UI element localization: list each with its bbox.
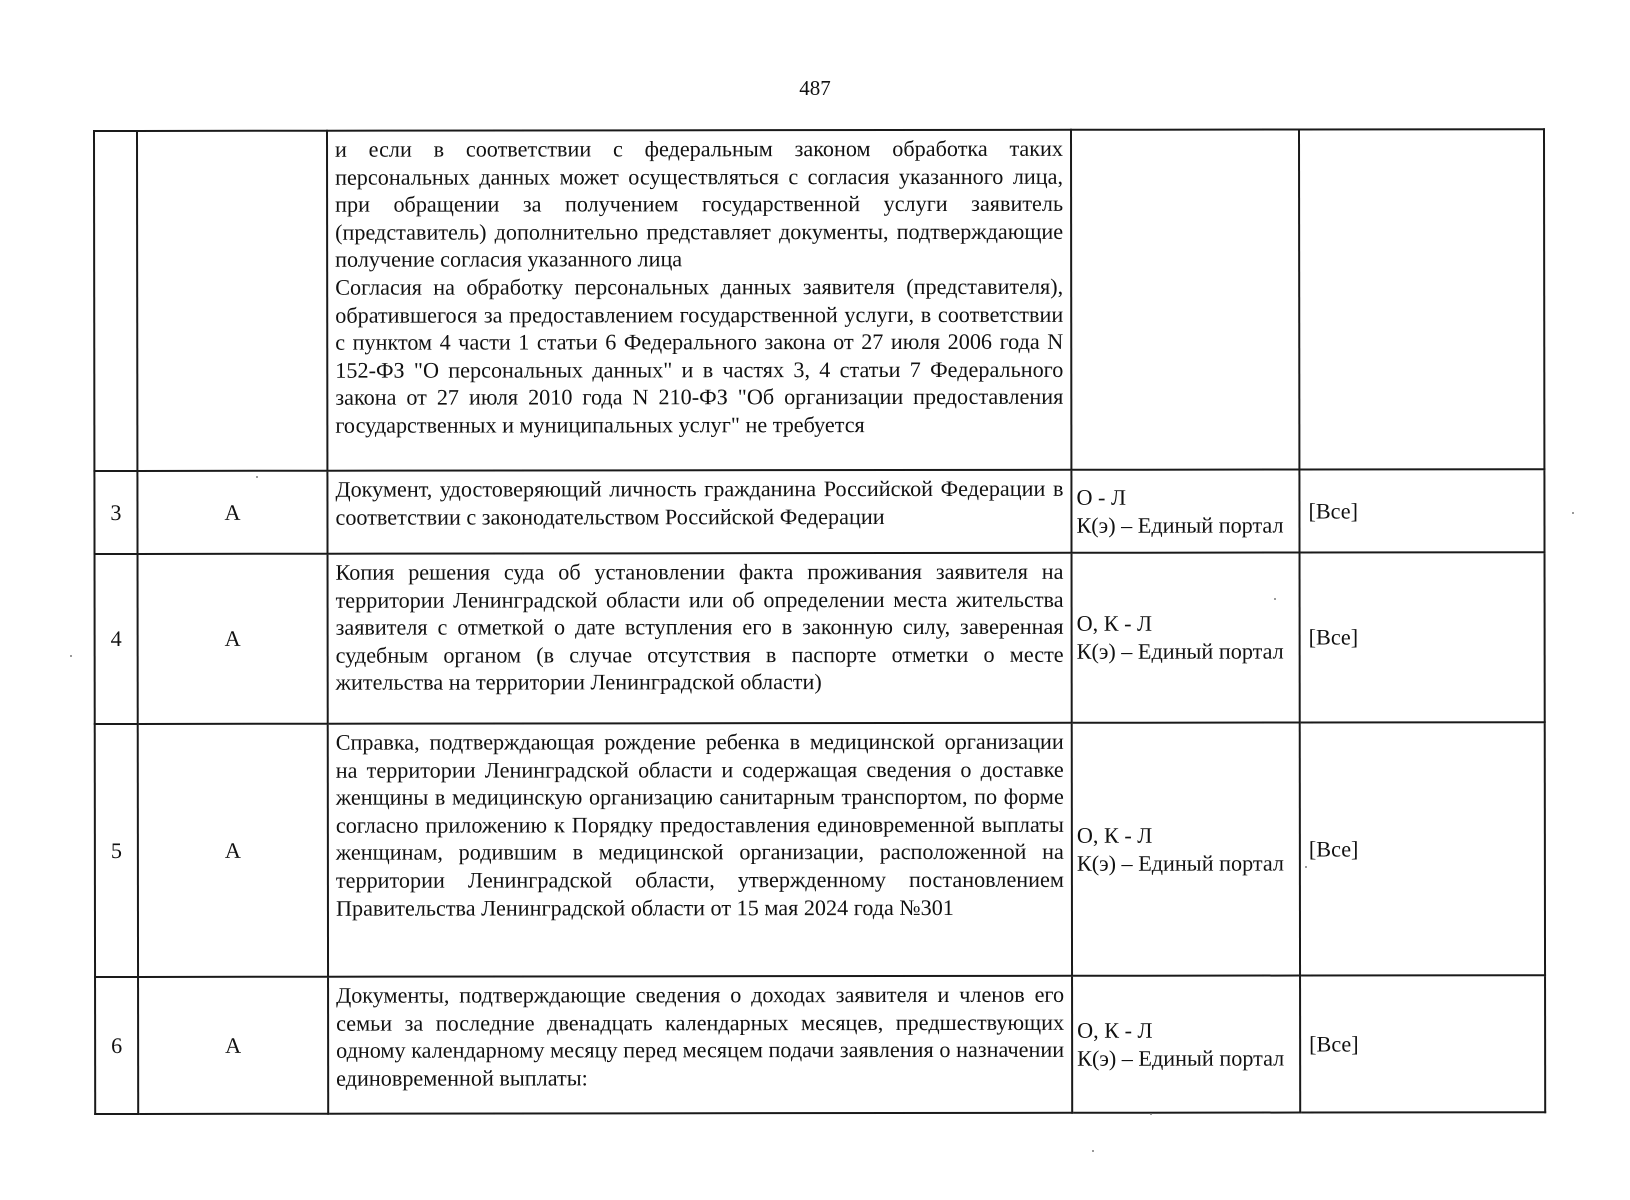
- category-cell: А: [138, 724, 328, 977]
- submission-form-line: К(э) – Единый портал: [1076, 850, 1284, 876]
- category-cell: А: [138, 554, 328, 724]
- scan-speck: [1274, 598, 1276, 600]
- description-paragraph: Документы, подтверждающие сведения о доходах заявителя и членов его семьи за последние двенадцать календарных месяцев, предшествующих одному календарному месяцу перед месяцем подачи заявления о назначении единовременной выплаты:: [336, 981, 1065, 1091]
- applicant-group-cell: [Все]: [1299, 469, 1544, 552]
- scan-speck: [256, 476, 258, 478]
- table-row: [94, 129, 1544, 471]
- submission-form-line: О, К - Л: [1077, 1017, 1153, 1043]
- scan-speck: [1305, 866, 1307, 868]
- table-row: [95, 552, 1545, 724]
- table-row: [95, 975, 1545, 1114]
- scan-speck: [1572, 512, 1574, 514]
- submission-form-line: О - Л: [1076, 484, 1127, 510]
- description-paragraph: Копия решения суда об установлении факта проживания заявителя на территории Ленинградской области или об определении места жительства заявителя с отметкой о дате вступления его в законную силу, заверенная судебным органом (в случае отсутствия в паспорте отметки о месте жительства на территории Ленинградской области): [335, 558, 1064, 696]
- table-row: [95, 722, 1545, 977]
- row-number-cell: 5: [95, 724, 138, 977]
- table-row: [94, 469, 1544, 554]
- description-cell: [328, 553, 1072, 724]
- description-cell: [328, 976, 1072, 1114]
- category-cell: А: [138, 977, 328, 1114]
- submission-form-cell: [1072, 976, 1300, 1113]
- applicant-group-cell: [Все]: [1300, 552, 1545, 722]
- category-cell: [137, 131, 327, 471]
- submission-form-cell: [1072, 723, 1300, 976]
- row-number-cell: [94, 131, 137, 471]
- submission-form-line: К(э) – Единый портал: [1076, 638, 1284, 664]
- row-number-cell: 3: [94, 471, 137, 554]
- description-paragraph: и если в соответствии с федеральным законом обработка таких персональных данных может осуществляться с согласия указанного лица, при обращении за получением государственной услуги заявитель (представитель) дополнительно представляет документы, подтверждающие получение согласия указанного лица: [335, 135, 1064, 273]
- submission-form-line: О, К - Л: [1076, 822, 1153, 848]
- submission-form-line: К(э) – Единый портал: [1077, 1045, 1285, 1071]
- description-cell: [328, 723, 1072, 977]
- applicant-group-cell: [Все]: [1300, 975, 1545, 1112]
- description-paragraph: Справка, подтверждающая рождение ребенка в медицинской организации на территории Ленинградской области и содержащая сведения о доставке женщины в медицинскую организацию санитарным транспортом, по форме согласно приложению к Порядку предоставления единовременной выплаты женщинам, родившим в медицинской организации, расположенной на территории Ленинградской области, утвержденному постановлением Правительства Ленинградской области от 15 мая 2024 года №301: [335, 728, 1064, 921]
- description-cell: [327, 130, 1071, 471]
- submission-form-line: О, К - Л: [1076, 611, 1153, 637]
- scan-speck: [70, 655, 72, 657]
- description-paragraph: Документ, удостоверяющий личность гражданина Российской Федерации в соответствии с законодательством Российской Федерации: [335, 475, 1064, 530]
- row-number-cell: 4: [95, 554, 138, 724]
- scan-speck: [1092, 1150, 1094, 1152]
- applicant-group-cell: [1299, 129, 1544, 469]
- applicant-group-cell: [Все]: [1300, 722, 1545, 975]
- row-number-cell: 6: [95, 977, 138, 1114]
- description-cell: [327, 470, 1071, 554]
- submission-form-cell: [1071, 130, 1299, 470]
- submission-form-cell: [1071, 470, 1299, 553]
- scan-speck: [1150, 1113, 1152, 1115]
- submission-form-line: К(э) – Единый портал: [1076, 512, 1284, 538]
- submission-form-cell: [1072, 553, 1300, 723]
- description-paragraph: Согласия на обработку персональных данных заявителя (представителя), обратившегося за предоставлением государственной услуги, в соответствии с пунктом 4 части 1 статьи 6 Федерального закона от 27 июля 2006 года N 152-ФЗ "О персональных данных" и в частях 3, 4 статьи 7 Федерального закона от 27 июля 2010 года N 210-ФЗ "Об организации предоставления государственных и муниципальных услуг" не требуется: [335, 273, 1064, 438]
- documents-table: [93, 128, 1546, 1115]
- category-cell: А: [137, 471, 327, 554]
- page-number: 487: [799, 76, 831, 100]
